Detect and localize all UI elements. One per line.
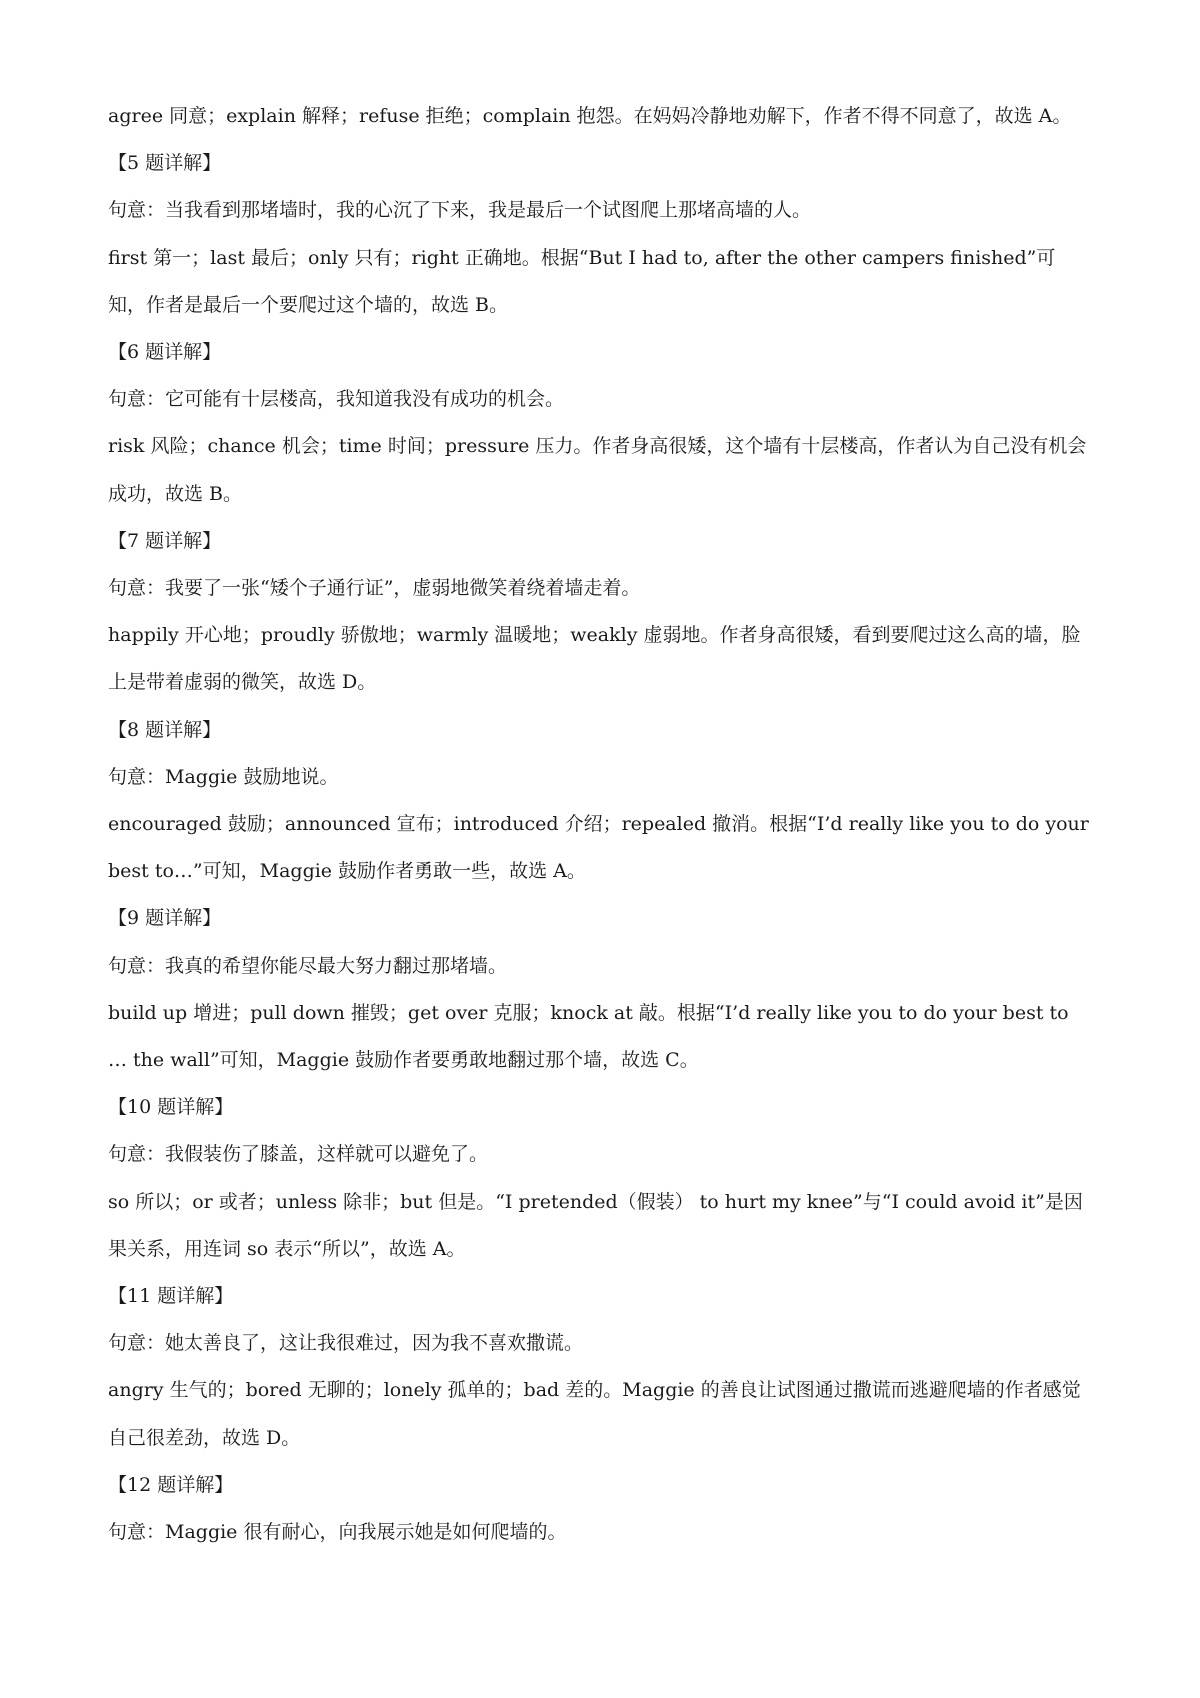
sentence-meaning: 句意：我假装伤了膝盖，这样就可以避免了。 bbox=[108, 1143, 489, 1166]
answer-analysis: happily 开心地；proudly 骄傲地；warmly 温暖地；weakly 虚弱地。作者身高很矮，看到要爬过这么高的墙，脸上是带着虚弱的微笑，故选 D。 bbox=[108, 624, 1081, 694]
sentence-meaning: 句意：我真的希望你能尽最大努力翻过那堵墙。 bbox=[108, 954, 508, 977]
section-q9 bbox=[108, 895, 1093, 1084]
section-heading: 【6 题详解】 bbox=[108, 341, 222, 364]
answer-analysis: build up 增进；pull down 摧毁；get over 克服；knock at 敲。根据“I’d really like you to do your best to … the wall”可知，Maggie 鼓励作者要勇敢地翻过那个墙，故选 C。 bbox=[108, 1001, 1069, 1072]
answer-analysis: risk 风险；chance 机会；time 时间；pressure 压力。作者身高很矮，这个墙有十层楼高，作者认为自己没有机会成功，故选 B。 bbox=[108, 435, 1087, 505]
section-heading: 【10 题详解】 bbox=[108, 1096, 234, 1119]
answer-analysis: so 所以；or 或者；unless 除非；but 但是。“I pretended（假装） to hurt my knee”与“I could avoid it”是因果关系，用连词 so 表示“所以”，故选 A。 bbox=[108, 1190, 1083, 1260]
sentence-meaning: 句意：Maggie 鼓励地说。 bbox=[108, 765, 339, 788]
section-heading: 【5 题详解】 bbox=[108, 152, 222, 175]
sentence-meaning: 句意：我要了一张“矮个子通行证”，虚弱地微笑着绕着墙走着。 bbox=[108, 577, 641, 600]
document-content bbox=[108, 93, 1093, 1556]
sentence-meaning: 句意：当我看到那堵墙时，我的心沉了下来，我是最后一个试图爬上那堵高墙的人。 bbox=[108, 199, 812, 222]
section-q11 bbox=[108, 1273, 1093, 1462]
answer-analysis: encouraged 鼓励；announced 宣布；introduced 介绍；repealed 撤消。根据“I’d really like you to do your best to…”可知，Maggie 鼓励作者勇敢一些，故选 A。 bbox=[108, 813, 1089, 883]
answer-analysis: first 第一；last 最后；only 只有；right 正确地。根据“But I had to, after the other campers finished”可知，作者是最后一个要爬过这个墙的，故选 B。 bbox=[108, 246, 1056, 316]
sentence-meaning: 句意：Maggie 很有耐心，向我展示她是如何爬墙的。 bbox=[108, 1521, 567, 1544]
section-q8 bbox=[108, 707, 1093, 896]
intro-line: agree 同意；explain 解释；refuse 拒绝；complain 抱怨。在妈妈冷静地劝解下，作者不得不同意了，故选 A。 bbox=[108, 105, 1072, 127]
section-q5 bbox=[108, 140, 1093, 329]
sentence-meaning: 句意：她太善良了，这让我很难过，因为我不喜欢撒谎。 bbox=[108, 1332, 584, 1355]
section-q12 bbox=[108, 1462, 1093, 1556]
section-heading: 【9 题详解】 bbox=[108, 907, 222, 930]
section-q7 bbox=[108, 518, 1093, 707]
section-heading: 【7 题详解】 bbox=[108, 529, 222, 552]
section-q6 bbox=[108, 329, 1093, 518]
sentence-meaning: 句意：它可能有十层楼高，我知道我没有成功的机会。 bbox=[108, 388, 565, 411]
section-q10 bbox=[108, 1084, 1093, 1273]
section-heading: 【8 题详解】 bbox=[108, 718, 222, 741]
answer-analysis: angry 生气的；bored 无聊的；lonely 孤单的；bad 差的。Maggie 的善良让试图通过撒谎而逃避爬墙的作者感觉自己很差劲，故选 D。 bbox=[108, 1379, 1081, 1449]
section-heading: 【11 题详解】 bbox=[108, 1285, 234, 1308]
section-heading: 【12 题详解】 bbox=[108, 1473, 234, 1496]
